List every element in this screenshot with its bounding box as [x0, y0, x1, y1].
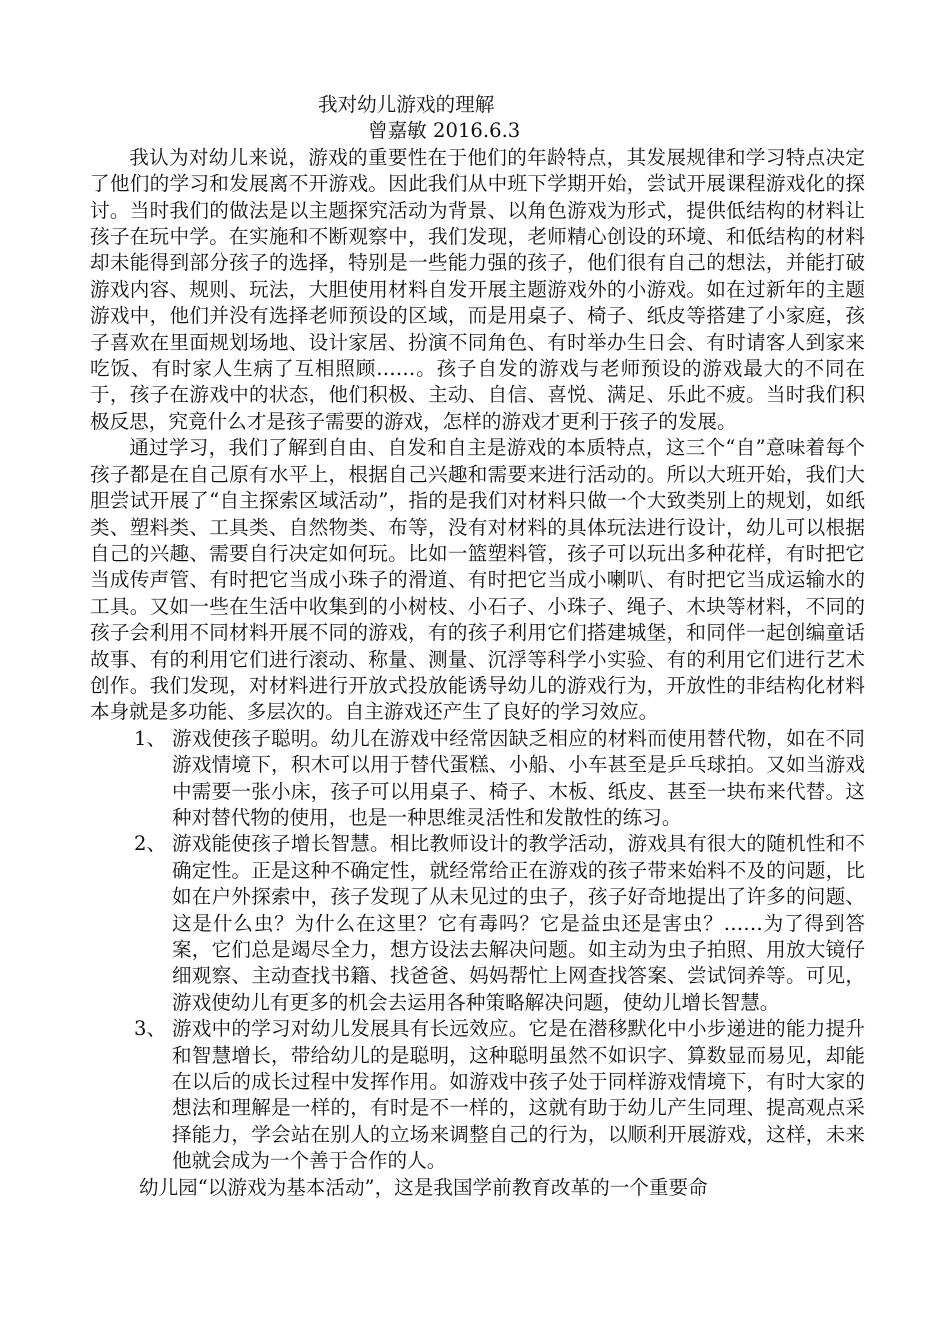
author-date: 曾嘉敏 2016.6.3	[368, 119, 521, 143]
list-item	[90, 726, 865, 832]
paragraph-2: 通过学习，我们了解到自由、自发和自主是游戏的本质特点，这三个“自”意味着每个孩子都是在自己原有水平上，根据自己兴趣和需要来进行活动的。所以大班开始，我们大胆尝试开展了“自主探索区域活动”，指的是我们对材料只做一个大致类别上的规划，如纸类、塑料类、工具类、自然物类、布等，没有对材料的具体玩法进行设计，幼儿可以根据自己的兴趣、需要自行决定如何玩。比如一篮塑料管，孩子可以玩出多种花样，有时把它当成传声管、有时把它当成小珠子的滑道、有时把它当成小喇叭、有时把它当成运输水的工具。又如一些在生活中收集到的小树枝、小石子、小珠子、绳子、木块等材料，不同的孩子会利用不同材料开展不同的游戏，有的孩子利用它们搭建城堡，和同伴一起创编童话故事、有的利用它们进行滚动、称量、测量、沉浮等科学小实验、有的利用它们进行艺术创作。我们发现，对材料进行开放式投放能诱导幼儿的游戏行为，开放性的非结构化材料本身就是多功能、多层次的。自主游戏还产生了良好的学习效应。	[90, 436, 865, 724]
list-item	[90, 831, 865, 1016]
closing-paragraph: 幼儿园“以游戏为基本活动”，这是我国学前教育改革的一个重要命	[139, 1175, 708, 1199]
document-title: 我对幼儿游戏的理解	[318, 93, 495, 116]
list-item	[90, 1016, 865, 1174]
list-item-text: 游戏中的学习对幼儿发展具有长远效应。它是在潜移默化中小步递进的能力提升和智慧增长，带给幼儿的是聪明，这种聪明虽然不如识字、算数显而易见，却能在以后的成长过程中发挥作用。如游戏中孩子处于同样游戏情境下，有时大家的想法和理解是一样的，有时是不一样的，这就有助于幼儿产生同理、提高观点采择能力，学会站在别人的立场来调整自己的行为，以顺利开展游戏，这样，未来他就会成为一个善于合作的人。	[172, 1017, 865, 1173]
list-item-text: 游戏能使孩子增长智慧。相比教师设计的教学活动，游戏具有很大的随机性和不确定性。正是这种不确定性，就经常给正在游戏的孩子带来始料不及的问题，比如在户外探索中，孩子发现了从未见过的虫子，孩子好奇地提出了许多的问题、这是什么虫？为什么在这里？它有毒吗？它是益虫还是害虫？……为了得到答案，它们总是竭尽全力，想方设法去解决问题。如主动为虫子拍照、用放大镜仔细观察、主动查找书籍、找爸爸、妈妈帮忙上网查找答案、尝试饲养等。可见，游戏使幼儿有更多的机会去运用各种策略解决问题，使幼儿增长智慧。	[172, 832, 865, 1014]
document-page	[90, 92, 865, 1201]
paragraph-1: 我认为对幼儿来说，游戏的重要性在于他们的年龄特点，其发展规律和学习特点决定了他们的学习和发展离不开游戏。因此我们从中班下学期开始，尝试开展课程游戏化的探讨。当时我们的做法是以主题探究活动为背景、以角色游戏为形式，提供低结构的材料让孩子在玩中学。在实施和不断观察中，我们发现，老师精心创设的环境、和低结构的材料却未能得到部分孩子的选择，特别是一些能力强的孩子，他们很有自己的想法，并能打破游戏内容、规则、玩法，大胆使用材料自发开展主题游戏外的小游戏。如在过新年的主题游戏中，他们并没有选择老师预设的区域，而是用桌子、椅子、纸皮等搭建了小家庭，孩子喜欢在里面规划场地、设计家居、扮演不同角色、有时举办生日会、有时请客人到家来吃饭、有时家人生病了互相照顾……。孩子自发的游戏与老师预设的游戏最大的不同在于，孩子在游戏中的状态，他们积极、主动、自信、喜悦、满足、乐此不疲。当时我们积极反思，究竟什么才是孩子需要的游戏，怎样的游戏才更利于孩子的发展。	[90, 145, 865, 433]
list-number: 2、	[134, 832, 167, 856]
list-item-text: 游戏使孩子聪明。幼儿在游戏中经常因缺乏相应的材料而使用替代物，如在不同游戏情境下，积木可以用于替代蛋糕、小船、小车甚至是乒乓球拍。又如当游戏中需要一张小床，孩子可以用桌子、椅子、木板、纸皮、甚至一块布来代替。这种对替代物的使用，也是一种思维灵活性和发散性的练习。	[172, 726, 865, 829]
numbered-list	[90, 726, 865, 1175]
list-number: 3、	[134, 1017, 167, 1041]
list-number: 1、	[134, 726, 167, 750]
